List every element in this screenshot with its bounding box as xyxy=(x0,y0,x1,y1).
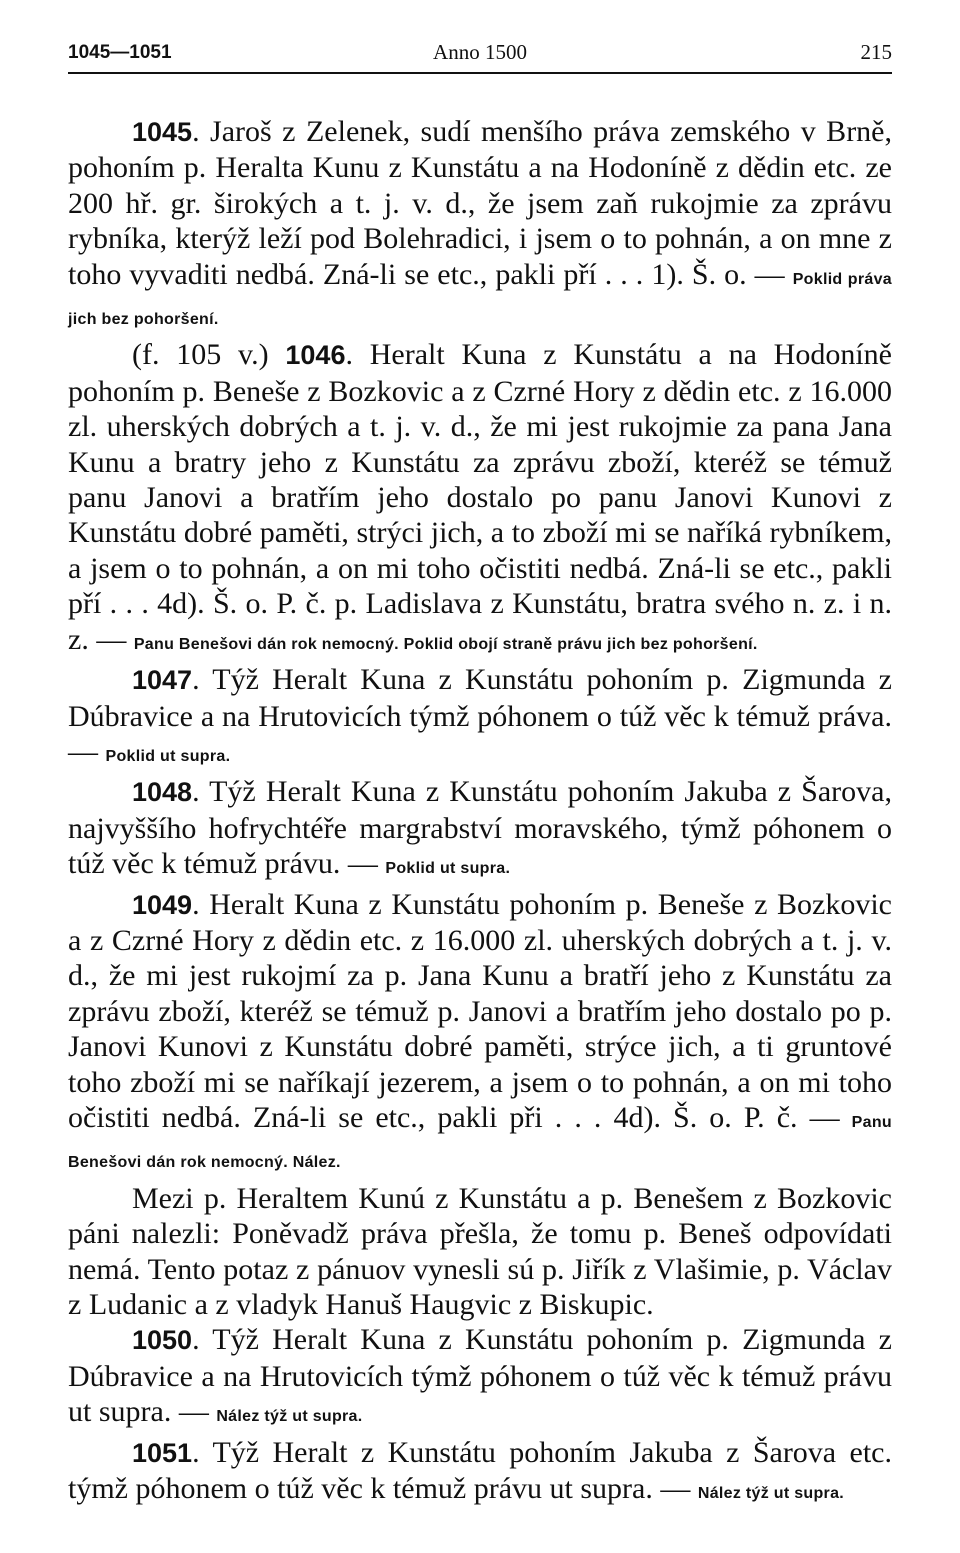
entry-1046 xyxy=(68,337,892,662)
entry-note: Poklid ut supra. xyxy=(105,747,231,765)
entry-number: 1046 xyxy=(285,340,346,371)
entry-number: 1045 xyxy=(132,117,193,147)
entry-text: . Týž Heralt Kuna z Kunstátu pohoním p. Zigmunda z Dúbravice a na Hrutovicích týmž póhonem o túž věc k témuž právu ut supra. — xyxy=(68,1323,892,1429)
running-header xyxy=(68,30,892,74)
entry-note: Poklid ut supra. xyxy=(385,860,511,878)
entry-text: . Heralt Kuna z Kunstátu a na Hodoníně pohoním p. Beneše z Bozkovic a z Czrné Hory z dědin etc. z 16.000 zl. uherských dobrých a t. j. v. d., že mi jest rukojmie za pana Jana Kunu a bratry jeho z Kunstátu za zprávu zboží, kteréž se témuž panu Janovi a bratřím jeho dostalo po panu Janovi Kunovi z Kunstátu dobré paměti, strýci jich, a to zboží mi se naříká rybníkem, a jsem o to pohnán, a on mi toho očistiti nedbá. Zná-li se etc., pakli pří . . . 4d). Š. o. P. č. p. Ladislava z Kunstátu, bratra svého n. z. i n. z. — xyxy=(68,338,892,656)
entry-1048 xyxy=(68,774,892,886)
entry-number: 1047 xyxy=(132,665,193,696)
entry-1047 xyxy=(68,662,892,774)
entry-number: 1051 xyxy=(132,1437,193,1468)
entry-text: . Týž Heralt Kuna z Kunstátu pohoním Jakuba z Šarova, najvyššího hofrychtéře margrabství moravského, týmž póhonem o túž věc k témuž právu. — xyxy=(68,775,892,881)
document-body xyxy=(68,114,892,1511)
entry-range: 1045—1051 xyxy=(68,42,172,63)
finding-1049: Mezi p. Heraltem Kunú z Kunstátu a p. Benešem z Bozkovic páni nalezli: Poněvadž práva přešla, že tomu p. Beneš odpovídati nemá. Tento potaz z pánuov vynesli sú p. Jiřík z Vlašimie, p. Václav z Ludanic a z vladyk Hanuš Haugvic z Biskupic. xyxy=(68,1181,892,1321)
entry-1049 xyxy=(68,887,892,1181)
folio-reference: (f. 105 v.) xyxy=(132,338,286,372)
entry-1045 xyxy=(68,114,892,337)
entry-note: Panu Benešovi dán rok nemocný. Poklid obojí straně právu jich bez pohoršení. xyxy=(133,635,758,653)
entry-number: 1048 xyxy=(132,777,193,808)
entry-text: . Týž Heralt Kuna z Kunstátu pohoním p. Zigmunda z Dúbravice a na Hrutovicích týmž póhonem o túž věc k témuž práva. — xyxy=(68,663,892,768)
entry-text: . Heralt Kuna z Kunstátu pohoním p. Beneše z Bozkovic a z Czrné Hory z dědin etc. z 16.000 zl. uherských dobrých a t. j. v. d., že mi jest rukojmí za p. Jana Kunu a bratří jeho z Kunstátu za zprávu zboží, kteréž se témuž p. Janovi a bratřím jeho dostalo po p. Janovi Kunovi z Kunstátu dobré paměti, strýce jich, a ti gruntové toho zboží mi se naříkají jezerem, a jsem o to pohnán, a on mi toho očistiti nedbá. Zná-li se etc., pakli při . . . 4d). Š. o. P. č. — xyxy=(68,887,892,1134)
entry-note: Nález týž ut supra. xyxy=(697,1485,845,1503)
running-title: Anno 1500 xyxy=(433,40,527,64)
entry-number: 1049 xyxy=(132,889,193,920)
entry-note: Nález týž ut supra. xyxy=(216,1408,363,1426)
entry-number: 1050 xyxy=(132,1325,193,1356)
entry-text: . Jaroš z Zelenek, sudí menšího práva zemského v Brně, pohoním p. Heralta Kunu z Kunstátu a na Hodoníně z dědin etc. ze 200 hř. gr. širokých a t. j. v. d., že jsem zaň rukojmie za zprávu rybníka, kterýž leží pod Bolehradici, i jsem o to pohnán, a on mne z toho vyvaditi nedbá. Zná-li se etc., pakli pří . . . 1). Š. o. — xyxy=(68,115,892,291)
document-page xyxy=(68,30,892,1511)
entry-note: Panu Benešovi dán rok nemocný. Nález. xyxy=(68,1113,892,1172)
page-number: 215 xyxy=(860,40,892,64)
entry-text: . Týž Heralt z Kunstátu pohoním Jakuba z Šarova etc. týmž póhonem o túž věc k témuž právu ut supra. — xyxy=(68,1435,892,1506)
entry-1050 xyxy=(68,1322,892,1434)
entry-1051 xyxy=(68,1435,892,1512)
header-rule xyxy=(68,72,892,74)
entry-note: Poklid práva jich bez pohoršení. xyxy=(68,270,892,329)
